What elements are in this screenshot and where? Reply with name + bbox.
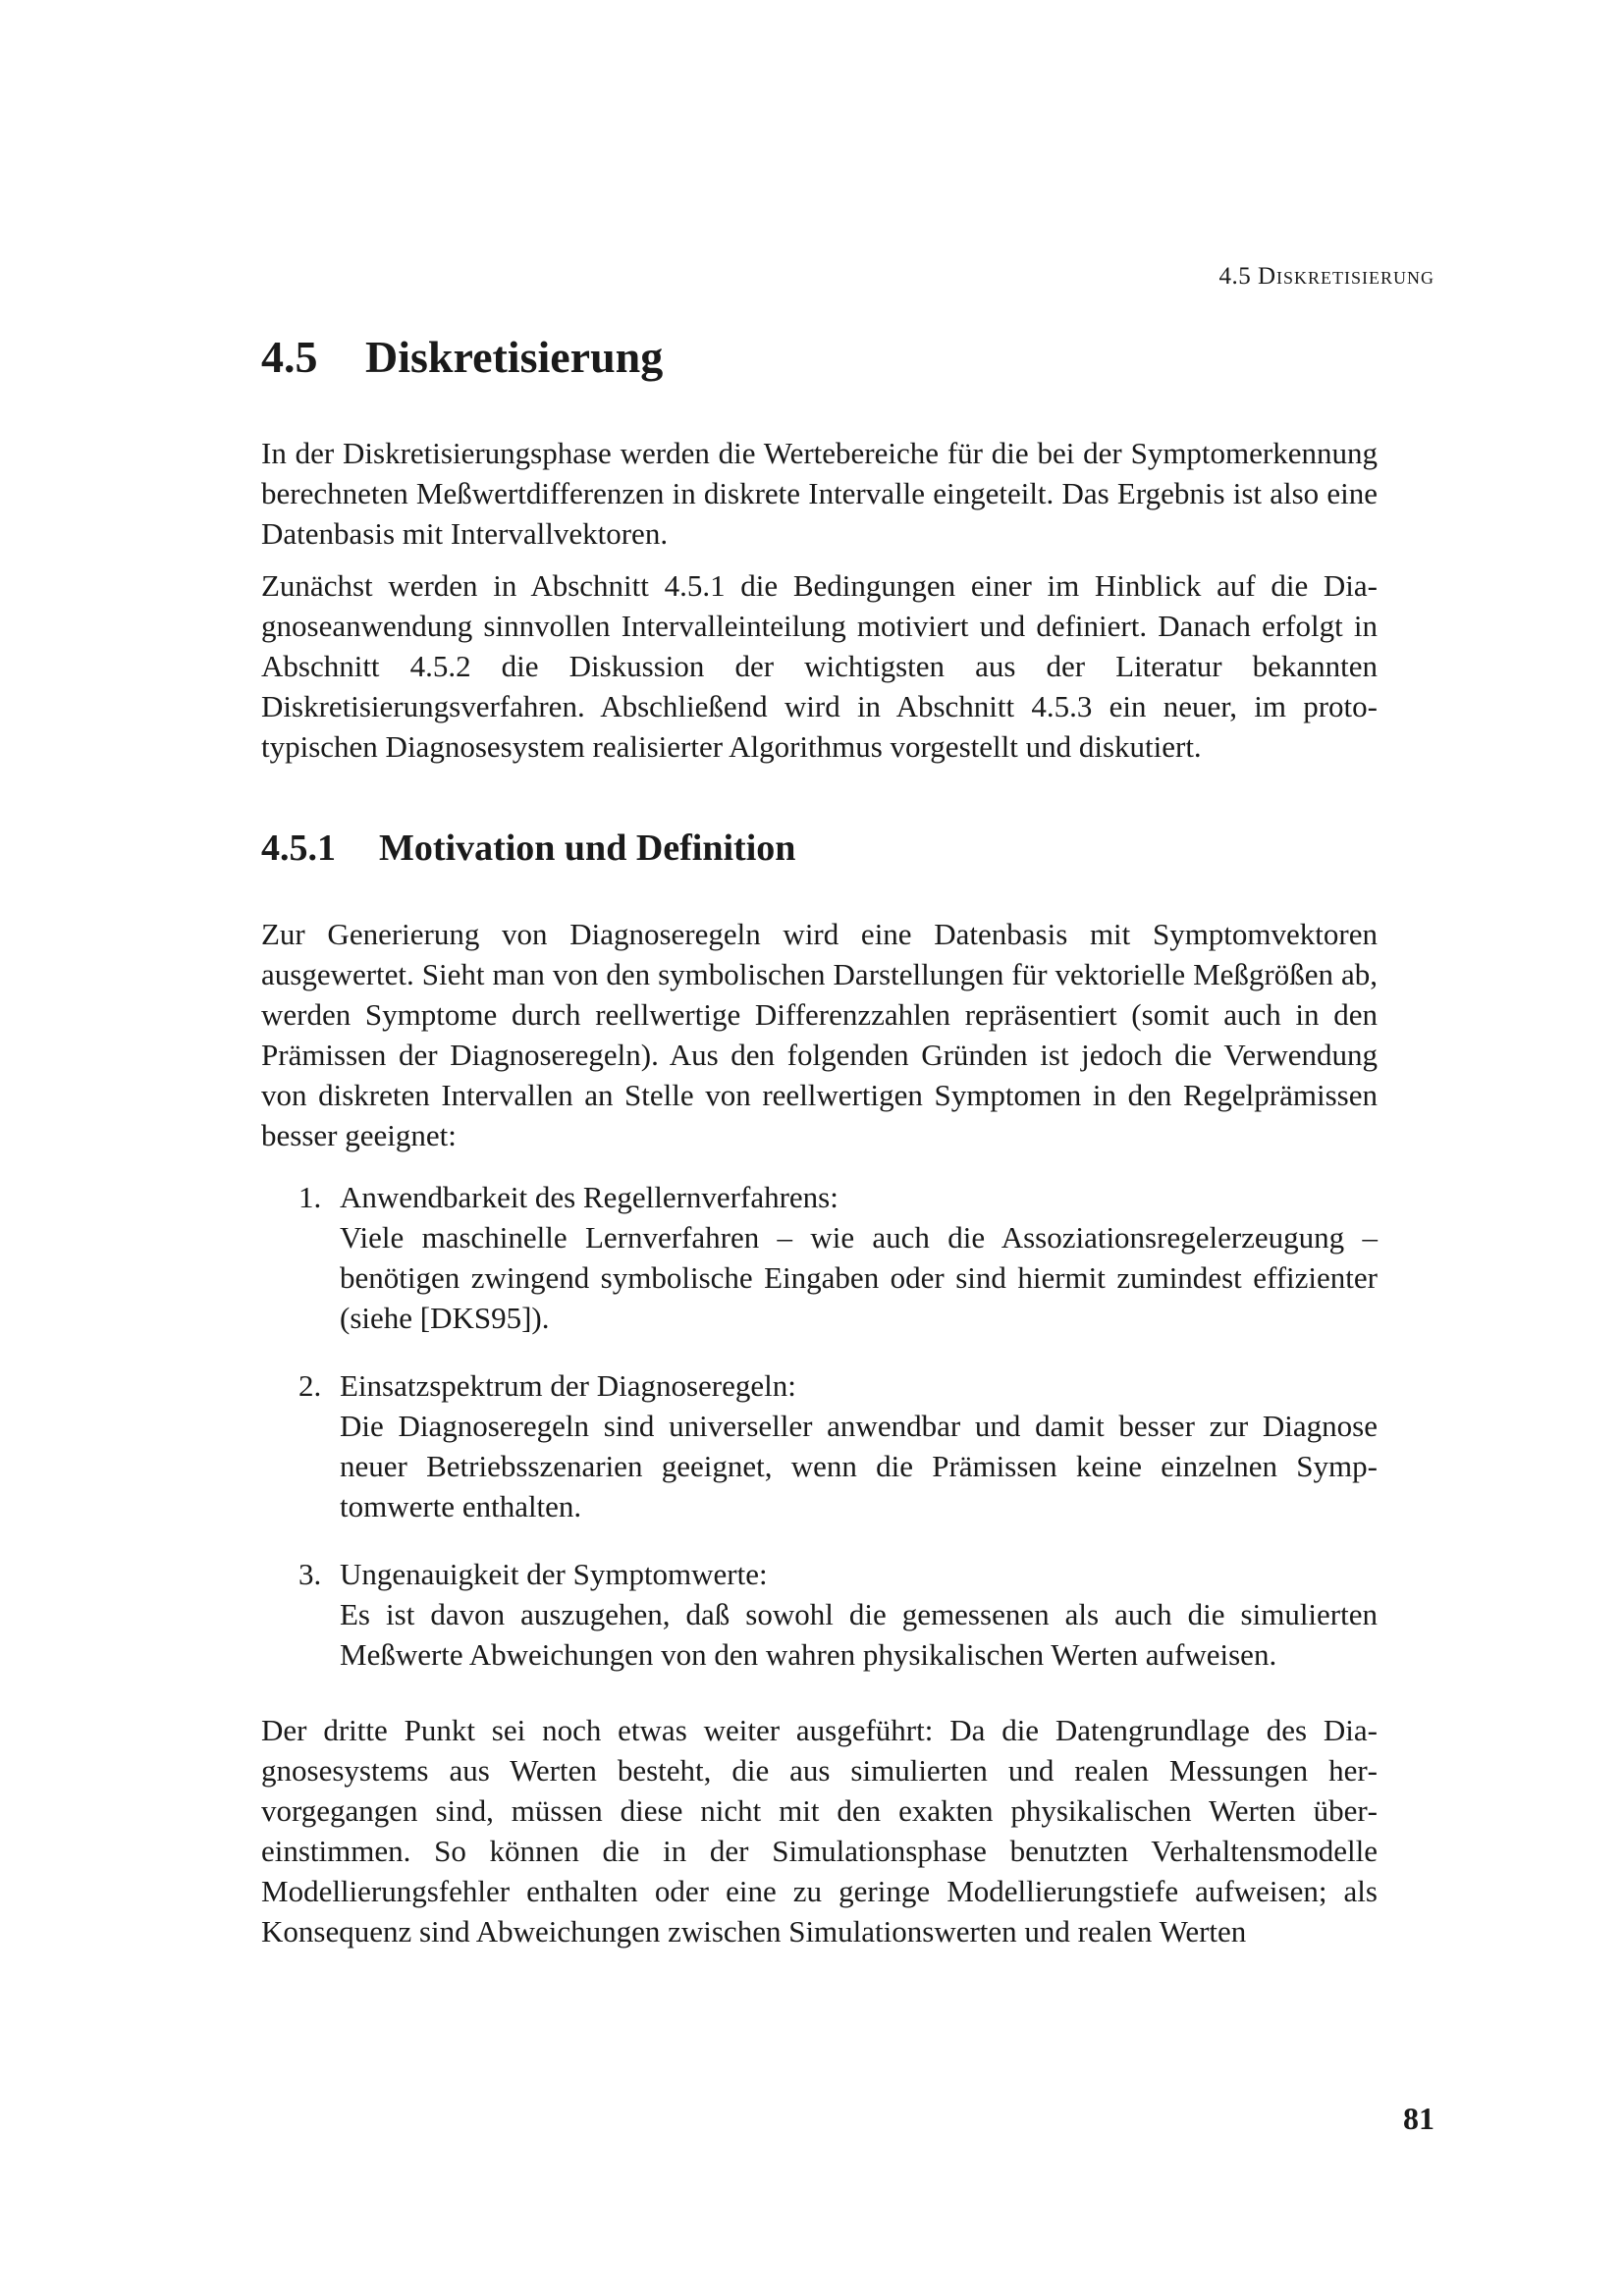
subsection-title: Motivation und Definition	[379, 827, 796, 869]
section-title: Diskretisierung	[365, 332, 664, 382]
running-header	[1218, 263, 1434, 291]
paragraph: Zur Generierung von Diagnoseregeln wird eine Datenbasis mit Symptomvektoren ausgewertet. Sieht man von den symbolischen Darstellungen für vektorielle Meßgrößen ab, werden Symptome durch reellwertige Differenzzahlen repräsentiert (somit auch in den Prämissen der Diagnoseregeln). Aus den folgenden Gründen ist jedoch die Verwendung von diskreten Intervallen an Stelle von reellwertigen Symptomen in den Regelprämissen besser geeignet:	[261, 916, 1378, 1152]
list-item-text: Es ist davon auszugehen, daß sowohl die gemessenen als auch die simulierten Meßwerte Abweichungen von den wahren physikalischen Werten aufweisen.	[340, 1596, 1378, 1672]
page-content	[261, 332, 1378, 1963]
subsection-heading	[261, 828, 1378, 871]
list-item-title: Einsatzspektrum der Diagnoseregeln:	[340, 1367, 796, 1403]
list-item-number: 3.	[298, 1556, 322, 1591]
list-item-title: Ungenauigkeit der Symptomwerte:	[340, 1556, 768, 1591]
list-item	[261, 1177, 1378, 1338]
running-header-number: 4.5	[1218, 263, 1252, 290]
section-number: 4.5	[261, 332, 318, 382]
paragraph: In der Diskretisierungsphase werden die Wertebereiche für die bei der Symptomerkennung berechneten Meßwertdifferenzen in diskrete Intervalle eingeteilt. Das Ergebnis ist also eine Datenbasis mit Intervallvektoren.	[261, 435, 1378, 551]
paragraph: Der dritte Punkt sei noch etwas weiter ausgeführt: Da die Datengrundlage des Diagnosesystems aus Werten besteht, die aus simulierten und realen Messungen hervorgegangen sind, müssen diese nicht mit den exakten physikalischen Werten übereinstimmen. So können die in der Simulationsphase benutzten Verhaltensmodelle Modellierungsfehler enthalten oder eine zu geringe Modellierungstiefe aufweisen; als Konsequenz sind Abweichungen zwischen Simulationswerten und realen Werten	[261, 1712, 1378, 1949]
list-item-text: Viele maschinelle Lernverfahren – wie auch die Assoziationsregelerzeugung – benötigen zwingend symbolische Eingaben oder sind hiermit zumindest effizienter (siehe [DKS95]).	[340, 1219, 1378, 1335]
list-item-text: Die Diagnoseregeln sind universeller anwendbar und damit besser zur Diagnose neuer Betriebsszenarien geeignet, wenn die Prämissen keine einzelnen Symptomwerte enthalten.	[340, 1408, 1378, 1523]
list-item-title: Anwendbarkeit des Regellernverfahrens:	[340, 1179, 839, 1214]
running-header-title: Diskretisierung	[1257, 263, 1434, 290]
paragraph: Zunächst werden in Abschnitt 4.5.1 die Bedingungen einer im Hinblick auf die Diagnoseanwendung sinnvollen Intervalleinteilung motiviert und definiert. Danach erfolgt in Abschnitt 4.5.2 die Diskussion der wichtigsten aus der Literatur bekannten Diskretisierungsverfahren. Abschließend wird in Abschnitt 4.5.3 ein neuer, im prototypischen Diagnosesystem realisierter Algorithmus vorgestellt und diskutiert.	[261, 567, 1378, 764]
list-item	[261, 1554, 1378, 1675]
page-number: 81	[1403, 2101, 1434, 2136]
list-item-number: 2.	[298, 1367, 322, 1403]
list-item-number: 1.	[298, 1179, 322, 1214]
list-item	[261, 1365, 1378, 1526]
subsection-number: 4.5.1	[261, 827, 336, 869]
section-heading	[261, 332, 1378, 384]
reasons-list	[261, 1177, 1378, 1675]
